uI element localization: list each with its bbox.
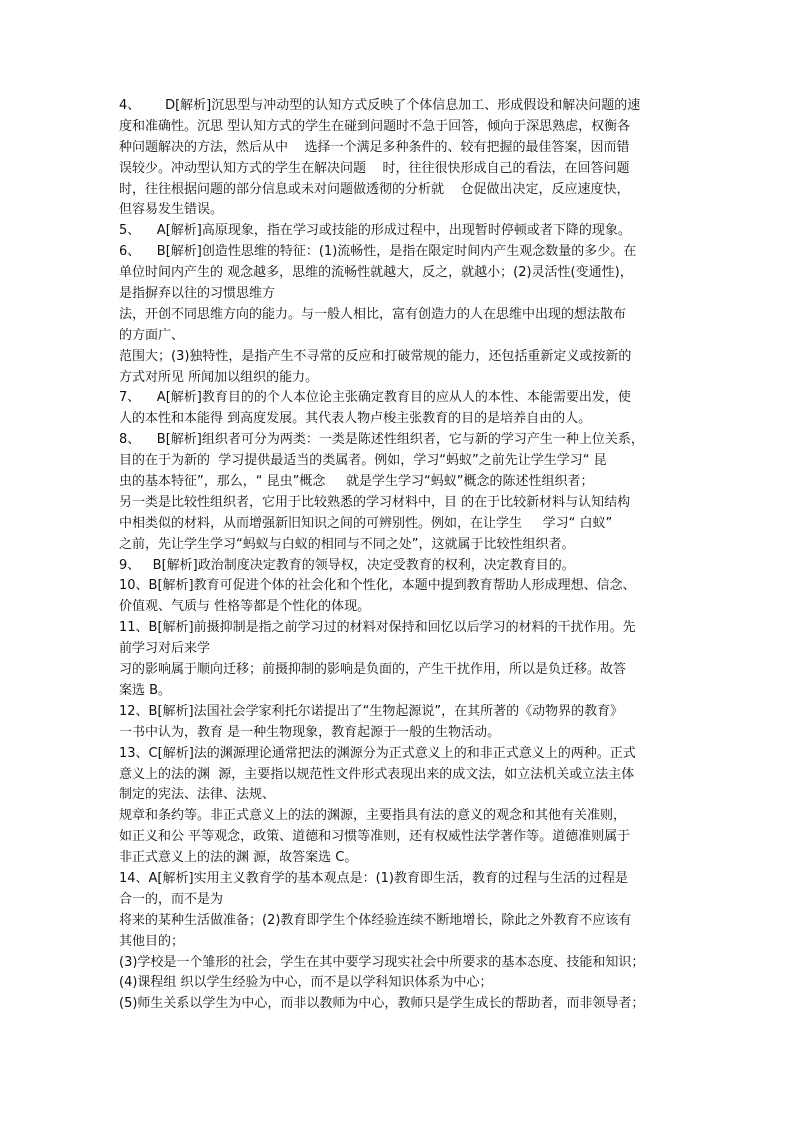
text-line: 4、 D[解析]沉思型与冲动型的认知方式反映了个体信息加工、形成假设和解决问题的速 xyxy=(119,98,641,113)
text-line: 14、A[解析]实用主义教育学的基本观点是：(1)教育即生活，教育的过程与生活的过程是 xyxy=(119,870,628,886)
text-line: 范围大；(3)独特性，是指产生不寻常的反应和打破常规的能力，还包括重新定义或按新的 xyxy=(119,348,632,364)
text-line: 方式对所见 所闻加以组织的能力。 xyxy=(119,369,319,385)
text-line: (3)学校是一个雏形的社会，学生在其中要学习现实社会中所要求的基本态度、技能和知识； xyxy=(119,954,645,970)
text-line: 习的影响属于顺向迁移；前摄抑制的影响是负面的，产生干扰作用，所以是负迁移。故答 xyxy=(119,662,627,678)
text-line: 前学习对后来学 xyxy=(119,641,211,657)
text-line: 之前，先让学生学习“蚂蚁与白蚁的相同与不同之处”，这就属于比较性组织者。 xyxy=(119,536,575,552)
text-line: 误较少。冲动型认知方式的学生在解决问题 时，往往很快形成自己的看法，在回答问题 xyxy=(119,160,630,176)
text-line: 价值观、气质与 性格等都是个性化的体现。 xyxy=(119,599,371,615)
text-line: 12、B[解析]法国社会学家利托尔诺提出了“生物起源说”，在其所著的《动物界的教育》 xyxy=(119,703,624,719)
text-line: 6、 B[解析]创造性思维的特征：(1)流畅性，是指在限定时间内产生观念数量的多少。在 xyxy=(119,244,637,260)
text-line: 是指摒弃以往的习惯思维方 xyxy=(119,286,276,302)
text-line: 一书中认为，教育 是一种生物现象，教育起源于一般的生物活动。 xyxy=(119,724,501,740)
text-line: 合一的，而不是为 xyxy=(119,891,224,907)
text-line: 目的在于为新的 学习提供最适当的类属者。例如，学习“蚂蚁”之前先让学生学习“ 昆 xyxy=(119,453,607,469)
text-line: 种问题解决的方法，然后从中 选择一个满足多种条件的、较有把握的最佳答案，因而错 xyxy=(119,139,630,155)
text-line: 规章和条约等。非正式意义上的法的渊源，主要指具有法的意义的观念和其他有关准则， xyxy=(119,808,627,824)
text-line: 时，往往根据问题的部分信息或未对问题做透彻的分析就 仓促做出决定，反应速度快， xyxy=(119,181,630,197)
text-line: 7、 A[解析]教育目的的个人本位论主张确定教育目的应从人的本性、本能需要出发，使 xyxy=(119,390,631,406)
text-line: 13、C[解析]法的渊源理论通常把法的渊源分为正式意义上的和非正式意义上的两种。正式 xyxy=(119,745,636,761)
text-line: 10、B[解析]教育可促进个体的社会化和个性化，本题中提到教育帮助人形成理想、信念、 xyxy=(119,578,636,594)
text-line: 意义上的法的渊 源，主要指以规范性文件形式表现出来的成文法，如立法机关或立法主体 xyxy=(119,766,635,782)
text-line: (4)课程组 织以学生经验为中心，而不是以学科知识体系为中心； xyxy=(119,975,493,991)
document-body xyxy=(119,96,684,1015)
text-line: 人的本性和本能得 到高度发展。其代表人物卢梭主张教育的目的是培养自由的人。 xyxy=(119,411,592,427)
text-line: 5、 A[解析]高原现象，指在学习或技能的形成过程中，出现暂时停顿或者下降的现象。 xyxy=(119,223,631,239)
text-line: 虫的基本特征”，那么，“ 昆虫”概念 就是学生学习“蚂蚁”概念的陈述性组织者； xyxy=(119,474,594,490)
text-line: (5)师生关系以学生为中心，而非以教师为中心，教师只是学生成长的帮助者，而非领导者； xyxy=(119,996,645,1012)
text-line: 其他目的； xyxy=(119,933,185,949)
text-line: 法，开创不同思维方向的能力。与一般人相比，富有创造力的人在思维中出现的想法散布 xyxy=(119,306,627,322)
text-line: 度和准确性。沉思 型认知方式的学生在碰到问题时不急于回答，倾向于深思熟虑，权衡各 xyxy=(119,118,631,134)
text-line: 中相类似的材料，从而增强新旧知识之间的可辨别性。例如，在让学生 学习“ 白蚁” xyxy=(119,515,613,531)
text-line: 的方面广、 xyxy=(119,327,185,343)
text-line: 如正义和公 平等观念，政策、道德和习惯等准则，还有权威性法学著作等。道德准则属于 xyxy=(119,829,631,845)
text-line: 另一类是比较性组织者，它用于比较熟悉的学习材料中，目 的在于比较新材料与认知结构 xyxy=(119,494,631,510)
text-line: 将来的某种生活做准备；(2)教育即学生个体经验连续不断地增长，除此之外教育不应该有 xyxy=(119,912,632,928)
text-line: 制定的宪法、法律、法规、 xyxy=(119,787,276,803)
text-line: 但容易发生错误。 xyxy=(119,202,224,218)
text-line: 11、B[解析]前摄抑制是指之前学习过的材料对保持和回忆以后学习的材料的干扰作用。先 xyxy=(119,620,636,636)
text-line: 非正式意义上的法的渊 源，故答案选 C。 xyxy=(119,850,358,866)
text-line: 9、 B[解析]政治制度决定教育的领导权，决定受教育的权利，决定教育目的。 xyxy=(119,557,575,573)
text-line: 案选 B。 xyxy=(119,682,172,698)
text-line: 单位时间内产生的 观念越多，思维的流畅性就越大，反之，就越小；(2)灵活性(变通性)， xyxy=(119,265,633,281)
text-line: 8、 B[解析]组织者可分为两类：一类是陈述性组织者，它与新的学习产生一种上位关系， xyxy=(119,432,644,448)
